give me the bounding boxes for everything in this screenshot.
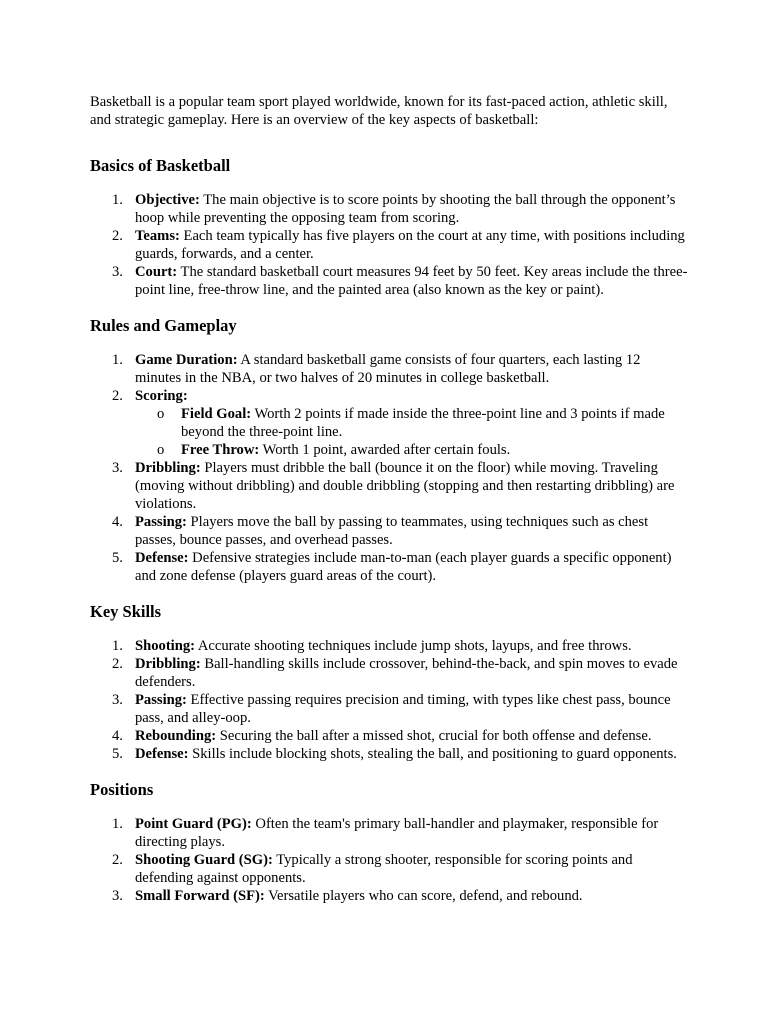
sub-item-term: Free Throw: bbox=[181, 442, 260, 458]
list-number: 5. bbox=[112, 550, 123, 566]
list-number: 1. bbox=[112, 816, 123, 832]
item-term: Court: bbox=[135, 264, 178, 280]
item-text: Effective passing requires precision and timing, with types like chest pass, bounce pass, and alley-oop. bbox=[135, 692, 671, 726]
list-item bbox=[90, 745, 690, 763]
item-term: Teams: bbox=[135, 228, 180, 244]
item-text: Players must dribble the ball (bounce it on the floor) while moving. Traveling (moving without dribbling) and double dribbling (stopping and then restarting dribbling) are violations. bbox=[135, 460, 675, 512]
list-item bbox=[90, 387, 690, 459]
section-heading: Key Skills bbox=[90, 602, 162, 621]
list-item bbox=[90, 191, 690, 227]
list-number: 3. bbox=[112, 264, 123, 280]
item-term: Objective: bbox=[135, 192, 200, 208]
list-number: 2. bbox=[112, 656, 123, 672]
item-text: Versatile players who can score, defend, and rebound. bbox=[264, 888, 583, 904]
list-item bbox=[90, 227, 690, 263]
item-term: Point Guard (PG): bbox=[135, 816, 252, 832]
item-text: The main objective is to score points by shooting the ball through the opponent’s hoop while preventing the opposing team from scoring. bbox=[135, 192, 676, 226]
item-text: Defensive strategies include man-to-man (each player guards a specific opponent) and zone defense (players guard areas of the court). bbox=[135, 550, 672, 584]
list-number: 4. bbox=[112, 514, 123, 530]
numbered-list bbox=[90, 191, 690, 299]
item-text: The standard basketball court measures 94 feet by 50 feet. Key areas include the three-point line, free-throw line, and the painted area (also known as the key or paint). bbox=[135, 264, 688, 298]
list-number: 2. bbox=[112, 852, 123, 868]
item-text: Players move the ball by passing to teammates, using techniques such as chest passes, bounce passes, and overhead passes. bbox=[135, 514, 649, 548]
item-term: Game Duration: bbox=[135, 352, 238, 368]
item-term: Defense: bbox=[135, 550, 189, 566]
list-item bbox=[90, 351, 690, 387]
sub-list-item bbox=[135, 441, 690, 459]
item-term: Rebounding: bbox=[135, 728, 217, 744]
item-text: Securing the ball after a missed shot, crucial for both offense and defense. bbox=[216, 728, 652, 744]
item-text: Each team typically has five players on the court at any time, with positions including guards, forwards, and a center. bbox=[135, 228, 685, 262]
list-item bbox=[90, 637, 690, 655]
item-text: A standard basketball game consists of four quarters, each lasting 12 minutes in the NBA, or two halves of 20 minutes in college basketball. bbox=[135, 352, 641, 386]
sub-list-item bbox=[135, 405, 690, 441]
numbered-list bbox=[90, 637, 690, 763]
item-term: Dribbling: bbox=[135, 460, 201, 476]
item-text: Typically a strong shooter, responsible for scoring points and defending against opponents. bbox=[135, 852, 633, 886]
list-item bbox=[90, 513, 690, 549]
item-term: Dribbling: bbox=[135, 656, 201, 672]
sub-item-text: Worth 2 points if made inside the three-point line and 3 points if made beyond the three-point line. bbox=[181, 406, 665, 440]
item-term: Defense: bbox=[135, 746, 189, 762]
section-heading: Positions bbox=[90, 780, 154, 799]
list-item bbox=[90, 727, 690, 745]
section-heading: Basics of Basketball bbox=[90, 156, 231, 175]
list-item bbox=[90, 851, 690, 887]
list-number: 3. bbox=[112, 692, 123, 708]
numbered-list bbox=[90, 351, 690, 585]
list-item bbox=[90, 815, 690, 851]
section-heading: Rules and Gameplay bbox=[90, 316, 237, 335]
item-term: Scoring: bbox=[135, 388, 188, 404]
item-term: Shooting: bbox=[135, 638, 196, 654]
list-number: 3. bbox=[112, 460, 123, 476]
list-item bbox=[90, 263, 690, 299]
list-number: 3. bbox=[112, 888, 123, 904]
list-number: 1. bbox=[112, 638, 123, 654]
list-number: 1. bbox=[112, 192, 123, 208]
item-term: Shooting Guard (SG): bbox=[135, 852, 273, 868]
list-item bbox=[90, 549, 690, 585]
list-item bbox=[90, 459, 690, 513]
item-term: Passing: bbox=[135, 692, 187, 708]
bullet-icon: o bbox=[157, 406, 165, 422]
document-body bbox=[90, 93, 690, 905]
sub-item-term: Field Goal: bbox=[181, 406, 252, 422]
list-number: 5. bbox=[112, 746, 123, 762]
sections-container bbox=[90, 156, 690, 905]
numbered-list bbox=[90, 815, 690, 905]
item-text: Accurate shooting techniques include jump shots, layups, and free throws. bbox=[195, 638, 632, 654]
bullet-icon: o bbox=[157, 442, 165, 458]
list-number: 2. bbox=[112, 228, 123, 244]
list-item bbox=[90, 655, 690, 691]
sub-list bbox=[135, 405, 690, 459]
list-number: 1. bbox=[112, 352, 123, 368]
item-term: Passing: bbox=[135, 514, 187, 530]
list-number: 4. bbox=[112, 728, 123, 744]
item-text: Often the team's primary ball-handler and playmaker, responsible for directing plays. bbox=[135, 816, 659, 850]
list-item bbox=[90, 691, 690, 727]
list-number: 2. bbox=[112, 388, 123, 404]
list-item bbox=[90, 887, 690, 905]
item-text: Skills include blocking shots, stealing the ball, and positioning to guard opponents. bbox=[188, 746, 677, 762]
item-term: Small Forward (SF): bbox=[135, 888, 265, 904]
sub-item-text: Worth 1 point, awarded after certain fouls. bbox=[259, 442, 511, 458]
item-text: Ball-handling skills include crossover, behind-the-back, and spin moves to evade defenders. bbox=[135, 656, 678, 690]
intro-paragraph: Basketball is a popular team sport played worldwide, known for its fast-paced action, athletic skill, and strategic gameplay. Here is an overview of the key aspects of basketball: bbox=[90, 94, 668, 128]
